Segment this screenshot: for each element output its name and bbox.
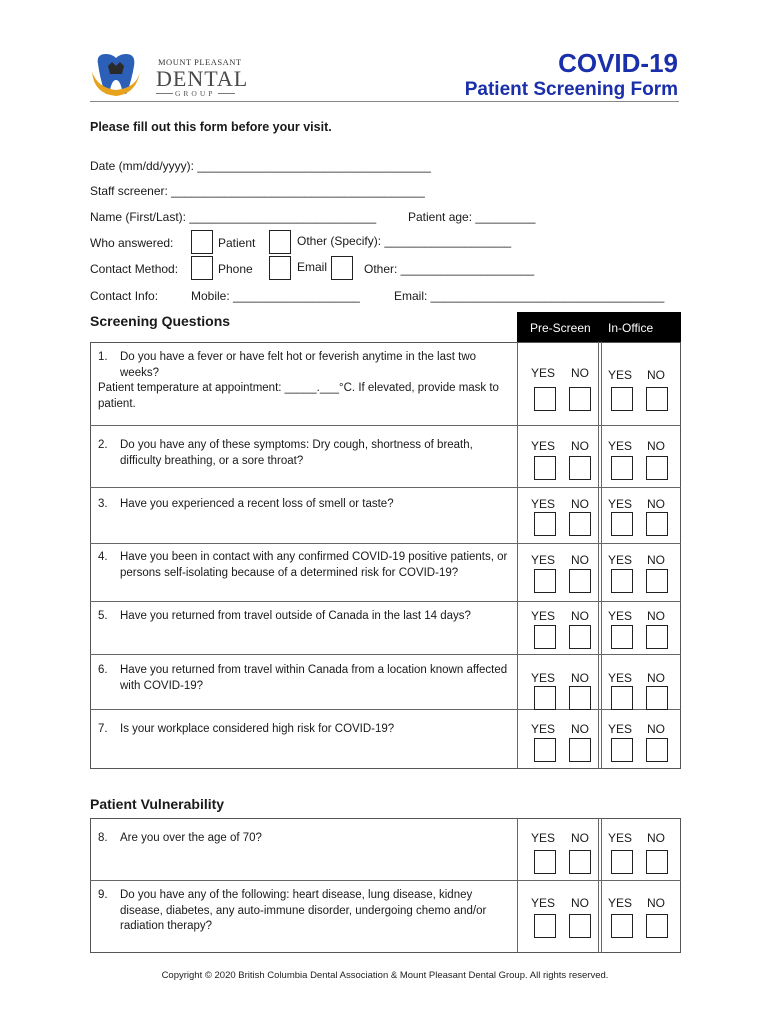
no-label: NO	[571, 831, 589, 845]
yes-label: YES	[531, 553, 556, 567]
row-divider	[90, 601, 681, 602]
no-label: NO	[571, 722, 589, 736]
question-number: 2.	[98, 439, 108, 451]
no-label: NO	[571, 497, 589, 511]
yes-label: YES	[531, 722, 556, 736]
staff-screener-field[interactable]: Staff screener: ______________________________________	[90, 184, 425, 198]
q8-prescreen-no-checkbox[interactable]	[569, 850, 591, 874]
no-label: NO	[647, 896, 665, 910]
question-text: Are you over the age of 70?	[120, 832, 262, 844]
q6-inoffice-no-checkbox[interactable]	[646, 686, 668, 710]
row-divider	[90, 543, 681, 544]
email-checkbox[interactable]	[331, 256, 353, 280]
q6-prescreen-no-checkbox[interactable]	[569, 686, 591, 710]
col-divider	[598, 818, 599, 953]
yes-label: YES	[608, 609, 633, 623]
other-specify-field[interactable]: Other (Specify): ___________________	[297, 234, 512, 248]
question-text: Do you have any of the following: heart disease, lung disease, kidney disease, diabetes, any auto-immune disorder, undergoing chemo and/or radiation therapy?	[120, 889, 487, 932]
col-divider	[601, 818, 602, 953]
email-info-field[interactable]: Email: ___________________________________	[394, 289, 665, 303]
question-number: 4.	[98, 551, 108, 563]
q3-prescreen-yes-checkbox[interactable]	[534, 512, 556, 536]
question-3	[98, 497, 516, 513]
mobile-field[interactable]: Mobile: ___________________	[191, 289, 360, 303]
question-text: Have you returned from travel outside of Canada in the last 14 days?	[120, 610, 471, 622]
question-2	[98, 438, 516, 469]
no-label: NO	[647, 722, 665, 736]
q4-prescreen-no-checkbox[interactable]	[569, 569, 591, 593]
q2-prescreen-yes-checkbox[interactable]	[534, 456, 556, 480]
logo-rule-right	[218, 93, 235, 94]
row-divider	[90, 709, 681, 710]
yes-label: YES	[531, 831, 556, 845]
q9-inoffice-no-checkbox[interactable]	[646, 914, 668, 938]
question-6	[98, 663, 516, 694]
q3-prescreen-no-checkbox[interactable]	[569, 512, 591, 536]
question-number: 3.	[98, 498, 108, 510]
q4-prescreen-yes-checkbox[interactable]	[534, 569, 556, 593]
yes-label: YES	[531, 609, 556, 623]
question-text: Is your workplace considered high risk for COVID-19?	[120, 723, 395, 735]
contact-info-label: Contact Info:	[90, 289, 159, 303]
q1-prescreen-yes-checkbox[interactable]	[534, 387, 556, 411]
q7-inoffice-yes-checkbox[interactable]	[611, 738, 633, 762]
other-specify-checkbox[interactable]	[269, 230, 291, 254]
q9-prescreen-no-checkbox[interactable]	[569, 914, 591, 938]
question-text: Have you returned from travel within Canada from a location known affected with COVID-19?	[120, 664, 508, 692]
question-1-note: Patient temperature at appointment: _____.___°C. If elevated, provide mask to patient.	[98, 382, 499, 410]
intro-text: Please fill out this form before your visit.	[90, 120, 332, 134]
yes-label: YES	[531, 439, 556, 453]
yes-label: YES	[608, 553, 633, 567]
question-1	[98, 350, 516, 381]
question-number: 9.	[98, 889, 108, 901]
question-number: 7.	[98, 723, 108, 735]
question-7	[98, 722, 516, 738]
q8-inoffice-yes-checkbox[interactable]	[611, 850, 633, 874]
col-divider	[601, 342, 602, 769]
patient-checkbox[interactable]	[191, 230, 213, 254]
no-label: NO	[647, 497, 665, 511]
question-text: Do you have any of these symptoms: Dry cough, shortness of breath, difficulty breathing, or a sore throat?	[120, 439, 473, 467]
q1-inoffice-yes-checkbox[interactable]	[611, 387, 633, 411]
question-9	[98, 888, 516, 935]
q2-inoffice-no-checkbox[interactable]	[646, 456, 668, 480]
q8-inoffice-no-checkbox[interactable]	[646, 850, 668, 874]
who-answered-label: Who answered:	[90, 236, 174, 250]
q5-prescreen-yes-checkbox[interactable]	[534, 625, 556, 649]
phone-label: Phone	[218, 262, 253, 276]
col-divider	[598, 342, 599, 769]
q6-prescreen-yes-checkbox[interactable]	[534, 686, 556, 710]
yes-label: YES	[608, 896, 633, 910]
yes-label: YES	[531, 671, 556, 685]
logo-top-text: MOUNT PLEASANT	[158, 57, 242, 67]
no-label: NO	[647, 439, 665, 453]
header-divider	[90, 101, 679, 102]
prescreen-header: Pre-Screen	[530, 321, 591, 335]
no-label: NO	[647, 553, 665, 567]
no-label: NO	[647, 609, 665, 623]
yes-label: YES	[531, 896, 556, 910]
row-divider	[90, 425, 681, 426]
question-8	[98, 831, 516, 847]
question-number: 5.	[98, 610, 108, 622]
question-number: 1.	[98, 351, 108, 363]
vulnerability-title: Patient Vulnerability	[90, 796, 225, 812]
question-text: Have you experienced a recent loss of smell or taste?	[120, 498, 394, 510]
logo-rule-left	[156, 93, 173, 94]
q1-inoffice-no-checkbox[interactable]	[646, 387, 668, 411]
q1-prescreen-no-checkbox[interactable]	[569, 387, 591, 411]
logo-main-text: DENTAL	[156, 66, 249, 91]
no-label: NO	[647, 368, 665, 382]
row-divider	[90, 487, 681, 488]
q5-prescreen-no-checkbox[interactable]	[569, 625, 591, 649]
q5-inoffice-yes-checkbox[interactable]	[611, 625, 633, 649]
yes-label: YES	[531, 366, 556, 380]
q2-prescreen-no-checkbox[interactable]	[569, 456, 591, 480]
no-label: NO	[571, 366, 589, 380]
no-label: NO	[647, 671, 665, 685]
q7-inoffice-no-checkbox[interactable]	[646, 738, 668, 762]
question-number: 8.	[98, 832, 108, 844]
yes-label: YES	[608, 831, 633, 845]
yes-label: YES	[531, 497, 556, 511]
logo-bottom-text: GROUP	[175, 89, 216, 98]
col-divider	[517, 818, 518, 953]
q8-prescreen-yes-checkbox[interactable]	[534, 850, 556, 874]
no-label: NO	[647, 831, 665, 845]
q4-inoffice-no-checkbox[interactable]	[646, 569, 668, 593]
q5-inoffice-no-checkbox[interactable]	[646, 625, 668, 649]
name-field[interactable]: Name (First/Last): ____________________________	[90, 210, 377, 224]
phone-checkbox[interactable]	[191, 256, 213, 280]
copyright-footer: Copyright © 2020 British Columbia Dental Association & Mount Pleasant Dental Group. All rights reserved.	[161, 970, 609, 981]
question-text: Do you have a fever or have felt hot or feverish anytime in the last two weeks?	[120, 351, 477, 379]
question-5	[98, 609, 516, 625]
q3-inoffice-yes-checkbox[interactable]	[611, 512, 633, 536]
q9-inoffice-yes-checkbox[interactable]	[611, 914, 633, 938]
email-label: Email	[297, 260, 328, 274]
patient-label: Patient	[218, 236, 256, 250]
q6-inoffice-yes-checkbox[interactable]	[611, 686, 633, 710]
q7-prescreen-no-checkbox[interactable]	[569, 738, 591, 762]
phone-checkbox-2[interactable]	[269, 256, 291, 280]
no-label: NO	[571, 439, 589, 453]
date-field[interactable]: Date (mm/dd/yyyy): ___________________________________	[90, 159, 431, 173]
contact-method-label: Contact Method:	[90, 262, 179, 276]
no-label: NO	[571, 553, 589, 567]
other-contact-field[interactable]: Other: ____________________	[364, 262, 535, 276]
yes-label: YES	[608, 497, 633, 511]
q3-inoffice-no-checkbox[interactable]	[646, 512, 668, 536]
page-subtitle: Patient Screening Form	[464, 79, 678, 100]
screening-title: Screening Questions	[90, 313, 231, 329]
yes-label: YES	[608, 368, 633, 382]
question-4	[98, 550, 516, 581]
no-label: NO	[571, 671, 589, 685]
question-text: Have you been in contact with any confirmed COVID-19 positive patients, or persons self-isolating because of a determined risk for COVID-19?	[120, 551, 508, 579]
row-divider	[90, 654, 681, 655]
yes-label: YES	[608, 722, 633, 736]
q7-prescreen-yes-checkbox[interactable]	[534, 738, 556, 762]
row-divider	[90, 880, 681, 881]
q9-prescreen-yes-checkbox[interactable]	[534, 914, 556, 938]
page-title: COVID-19	[558, 48, 678, 78]
question-number: 6.	[98, 664, 108, 676]
q4-inoffice-yes-checkbox[interactable]	[611, 569, 633, 593]
no-label: NO	[571, 896, 589, 910]
yes-label: YES	[608, 439, 633, 453]
no-label: NO	[571, 609, 589, 623]
q2-inoffice-yes-checkbox[interactable]	[611, 456, 633, 480]
patient-age-field[interactable]: Patient age: _________	[408, 210, 536, 224]
inoffice-header: In-Office	[608, 321, 654, 335]
yes-label: YES	[608, 671, 633, 685]
